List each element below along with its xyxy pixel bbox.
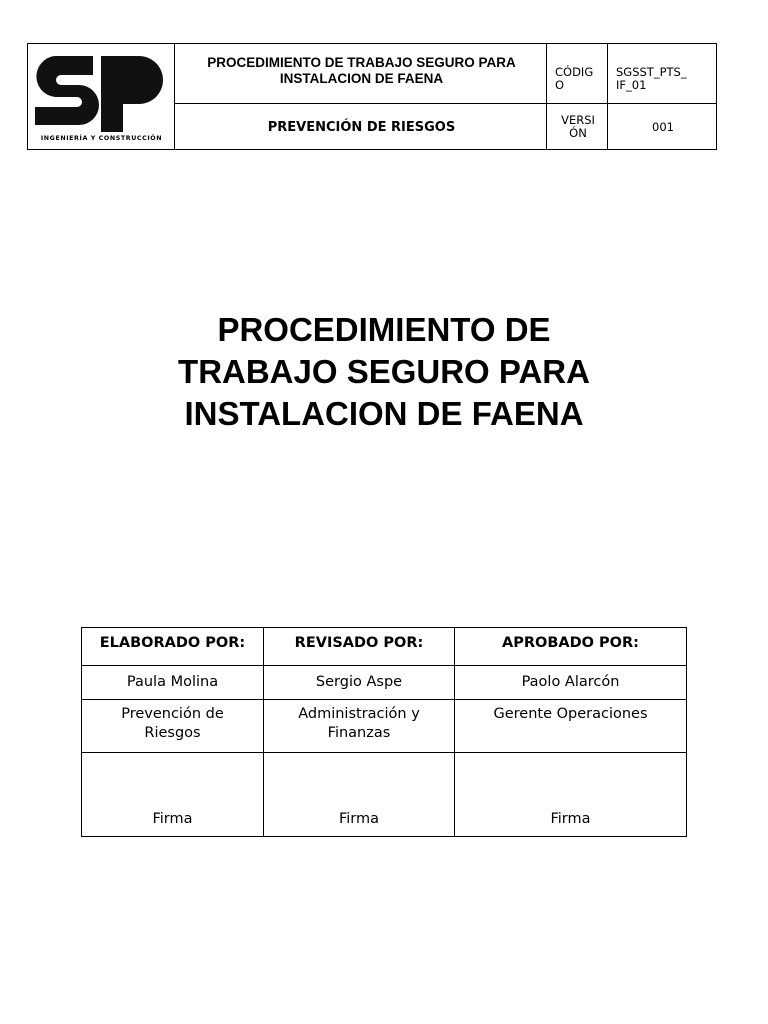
approval-signature-row (82, 753, 687, 837)
main-title-line: TRABAJO SEGURO PARA (178, 353, 590, 390)
version-label-text: VERSIÓN (561, 113, 595, 140)
revisado-signature: Firma (264, 753, 455, 837)
approval-names-row (82, 666, 687, 700)
logo-tagline: INGENIERÍA Y CONSTRUCCIÓN (40, 135, 163, 142)
aprobado-signature: Firma (455, 753, 687, 837)
header-area: PREVENCIÓN DE RIESGOS (267, 119, 456, 135)
revisado-name: Sergio Aspe (264, 666, 455, 700)
role-line: Administración y (298, 706, 420, 722)
elaborado-header: ELABORADO POR: (82, 628, 264, 666)
codigo-value-text: SGSST_PTS_IF_01 (616, 65, 687, 92)
role-line: Prevención de (121, 706, 224, 722)
role-line: Riesgos (144, 725, 201, 741)
version-value: 001 (652, 119, 674, 134)
main-title-line: PROCEDIMIENTO DE (217, 311, 551, 348)
company-logo (28, 44, 175, 149)
document-header-table (27, 43, 717, 150)
role-line: Gerente Operaciones (493, 706, 648, 722)
revisado-header: REVISADO POR: (264, 628, 455, 666)
document-main-title (0, 309, 768, 435)
aprobado-name: Paolo Alarcón (455, 666, 687, 700)
approval-header-row (82, 628, 687, 666)
approval-roles-row (82, 700, 687, 753)
header-title: PROCEDIMIENTO DE TRABAJO SEGURO PARA INSTALACION DE FAENA (207, 55, 516, 86)
aprobado-header: APROBADO POR: (455, 628, 687, 666)
codigo-value (609, 44, 717, 104)
codigo-label-text: CÓDIGO (555, 65, 594, 92)
approval-table (81, 627, 687, 837)
codigo-label (548, 44, 608, 104)
main-title-line: INSTALACION DE FAENA (184, 395, 584, 432)
elaborado-signature: Firma (82, 753, 264, 837)
version-label (548, 105, 608, 149)
elaborado-role (82, 700, 264, 753)
aprobado-role (455, 700, 687, 753)
sp-logo-icon (35, 56, 163, 132)
revisado-role (264, 700, 455, 753)
role-line: Finanzas (327, 725, 391, 741)
elaborado-name: Paula Molina (82, 666, 264, 700)
